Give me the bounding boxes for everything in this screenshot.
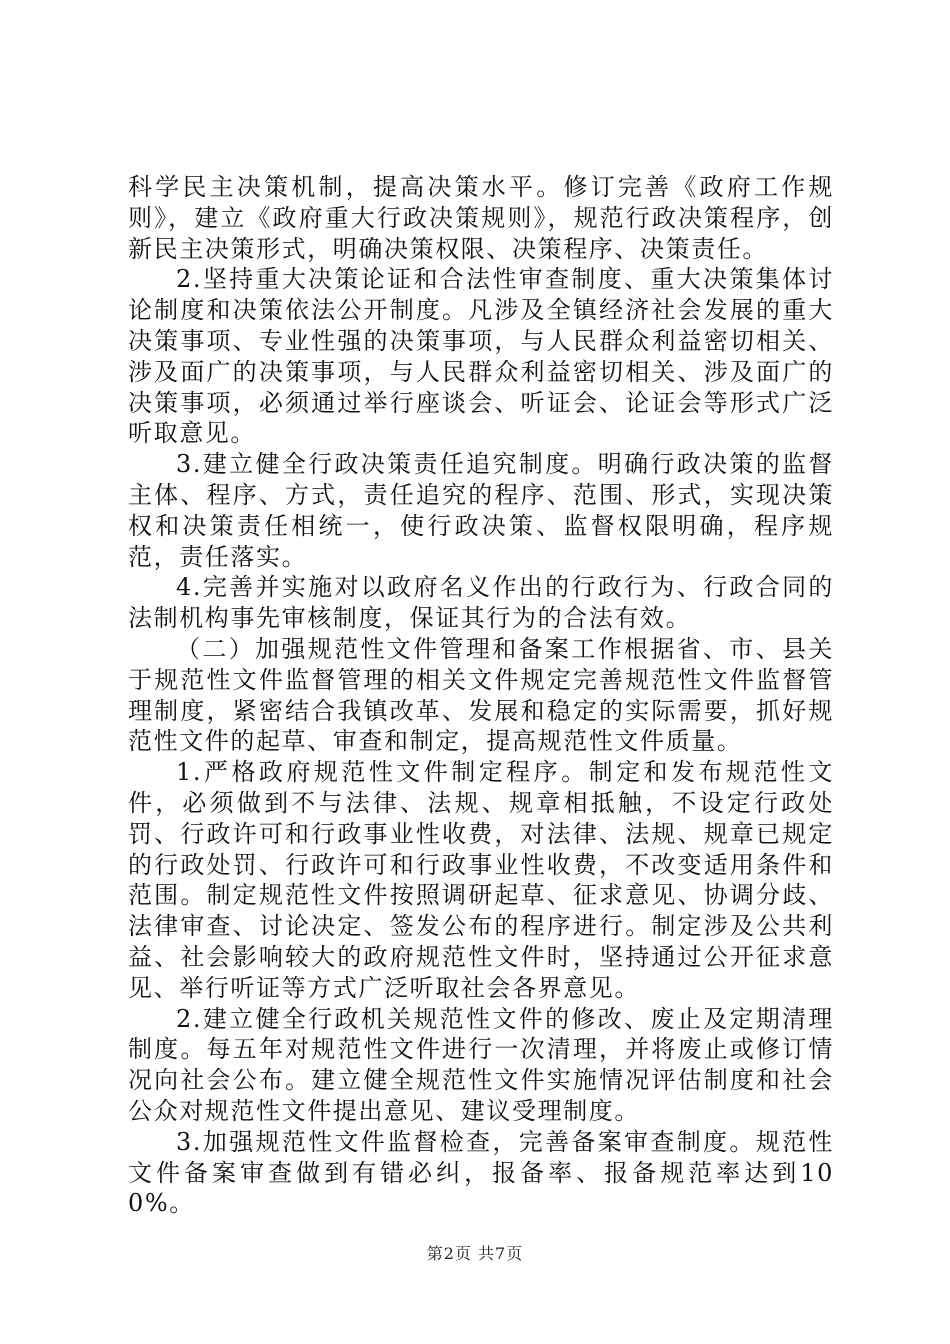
paragraph-item-3b: 3.加强规范性文件监督检查，完善备案审查制度。规范性文件备案审查做到有错必纠，报备率、报备规范率达到100%。 — [128, 1127, 834, 1218]
paragraph-item-2: 2.坚持重大决策论证和合法性审查制度、重大决策集体讨论制度和决策依法公开制度。凡涉及全镇经济社会发展的重大决策事项、专业性强的决策事项，与人民群众利益密切相关、涉及面广的决策事项，与人民群众利益密切相关、涉及面广的决策事项，必须通过举行座谈会、听证会、论证会等形式广泛听取意见。 — [128, 265, 834, 448]
section-heading-paragraph: （二）加强规范性文件管理和备案工作根据省、市、县关于规范性文件监督管理的相关文件规定完善规范性文件监督管理制度，紧密结合我镇改革、发展和稳定的实际需要，抓好规范性文件的起草、审查和制定，提高规范性文件质量。 — [128, 634, 834, 756]
paragraph-continuation: 科学民主决策机制，提高决策水平。修订完善《政府工作规则》，建立《政府重大行政决策规则》，规范行政决策程序，创新民主决策形式，明确决策权限、决策程序、决策责任。 — [128, 173, 834, 263]
paragraph-item-1: 1.严格政府规范性文件制定程序。制定和发布规范性文件，必须做到不与法律、法规、规章相抵触，不设定行政处罚、行政许可和行政事业性收费，对法律、法规、规章已规定的行政处罚、行政许可和行政事业性收费，不改变适用条件和范围。制定规范性文件按照调研起草、征求意见、协调分歧、法律审查、讨论决定、签发公布的程序进行。制定涉及公共利益、社会影响较大的政府规范性文件时，坚持通过公开征求意见、举行听证等方式广泛听取社会各界意见。 — [128, 758, 834, 1002]
document-body — [128, 172, 834, 1219]
paragraph-item-4: 4.完善并实施对以政府名义作出的行政行为、行政合同的法制机构事先审核制度，保证其行为的合法有效。 — [128, 573, 834, 633]
page-number-footer: 第2页 共7页 — [426, 1244, 524, 1263]
paragraph-item-2b: 2.建立健全行政机关规范性文件的修改、废止及定期清理制度。每五年对规范性文件进行一次清理，并将废止或修订情况向社会公布。建立健全规范性文件实施情况评估制度和社会公众对规范性文件提出意见、建议受理制度。 — [128, 1004, 834, 1125]
paragraph-item-3: 3.建立健全行政决策责任追究制度。明确行政决策的监督主体、程序、方式，责任追究的程序、范围、形式，实现决策权和决策责任相统一，使行政决策、监督权限明确，程序规范，责任落实。 — [128, 450, 834, 571]
